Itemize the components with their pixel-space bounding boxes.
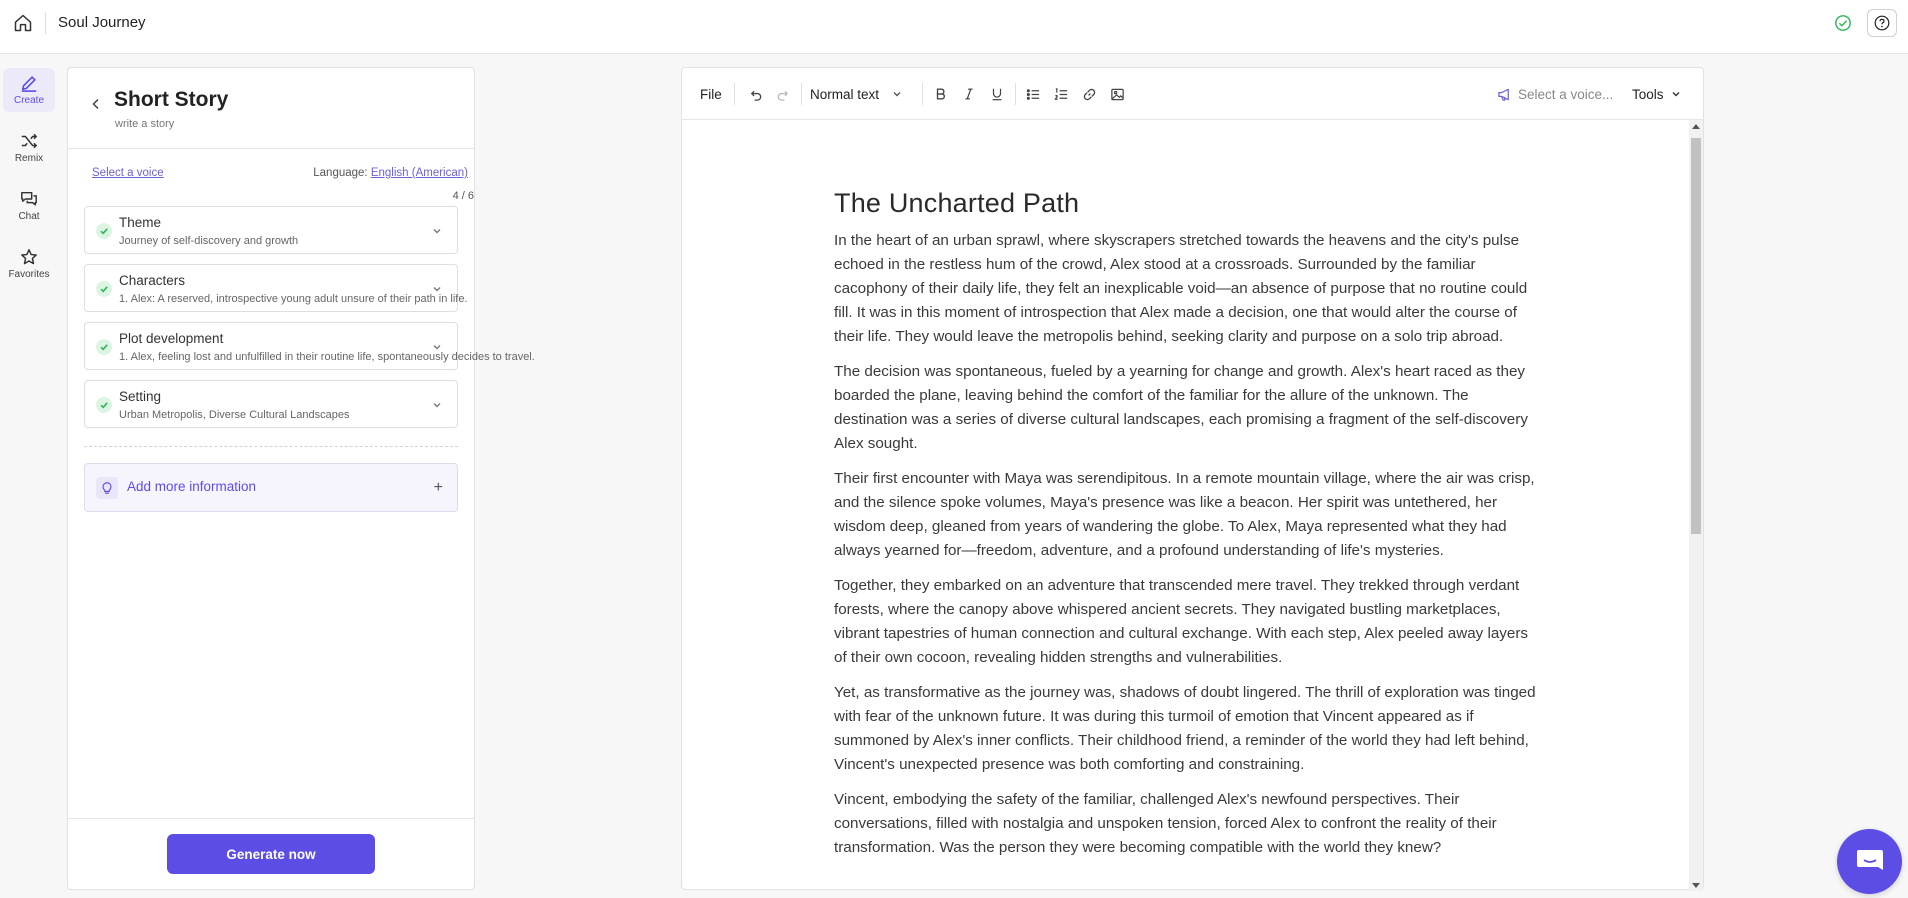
dashed-divider [84, 446, 458, 447]
scroll-down-arrow[interactable] [1692, 883, 1700, 888]
check-icon [96, 281, 112, 297]
generate-now-button[interactable]: Generate now [167, 834, 375, 874]
link-icon [1082, 87, 1097, 102]
rail-label: Remix [14, 153, 44, 164]
underline-button[interactable] [987, 84, 1007, 104]
star-icon [20, 248, 38, 266]
section-characters[interactable] [84, 264, 468, 312]
chevron-down-icon [431, 225, 443, 237]
text-style-value: Normal text [810, 86, 880, 102]
rail-label: Create [13, 95, 44, 106]
section-value: 1. Alex: A reserved, introspective young adult unsure of their path in life. [119, 293, 468, 305]
check-icon [96, 397, 112, 413]
italic-button[interactable] [959, 84, 979, 104]
scrollbar-thumb[interactable] [1691, 138, 1701, 534]
panel-subtitle: write a story [115, 118, 175, 130]
toolbar-divider [1015, 83, 1016, 105]
add-more-label: Add more information [127, 479, 257, 494]
rail-item-favorites[interactable] [3, 242, 55, 286]
help-button[interactable] [1867, 9, 1897, 37]
megaphone-icon [1497, 87, 1512, 102]
lightbulb-icon [96, 477, 118, 499]
redo-icon [776, 87, 791, 102]
story-paragraph[interactable]: In the heart of an urban sprawl, where skyscrapers stretched towards the heavens and the city's pulse echoed in the restless hum of the crowd, Alex stood at a crossroads. Surrounded by the familiar cacophony of their daily life, they felt an inexplicable void—an absence of purpose that no routine could fill. It was in this moment of introspection that Alex made a decision, one that would alter the course of their life. They would leave the metropolis behind, seeking clarity and purpose on a solo trip abroad. [834, 232, 1528, 345]
language-label: Language: [313, 167, 368, 179]
saved-check-icon [1834, 14, 1852, 32]
home-button[interactable] [10, 10, 36, 36]
document-content[interactable] [834, 188, 1544, 871]
story-paragraph[interactable]: Yet, as transformative as the journey was, shadows of doubt lingered. The thrill of exploration was tinged with fear of the unknown future. It was during this turmoil of emotion that Vincent appeared as if summoned by Alex's inner conflicts. Their childhood friend, a reminder of the world they had left behind, Vincent's unexpected presence was both comforting and constraining. [834, 684, 1536, 773]
bullet-list-button[interactable] [1023, 84, 1043, 104]
plus-icon: + [433, 479, 443, 496]
story-paragraph[interactable]: Vincent, embodying the safety of the familiar, challenged Alex's newfound perspectives. Their conversations, filled with nostalgia and unspoken tension, forced Alex to confront the reality of their transformation. Was the person they were becoming compatible with the world they knew? [834, 791, 1497, 856]
section-setting[interactable] [84, 380, 458, 428]
section-plot-development[interactable] [84, 322, 535, 370]
panel-header [68, 68, 474, 149]
section-title: Theme [119, 215, 162, 230]
story-paragraph[interactable]: The decision was spontaneous, fueled by a yearning for change and growth. Alex's heart raced as they boarded the plane, leaving behind the comfort of the familiar for the allure of the unknown. The destination was a series of diverse cultural landscapes, each promising a fragment of the self-discovery Alex sought. [834, 363, 1528, 452]
chevron-down-icon [891, 88, 903, 100]
section-value: Journey of self-discovery and growth [119, 235, 299, 247]
italic-icon [962, 87, 976, 101]
chevron-down-icon [1670, 88, 1682, 100]
chat-bubble-icon [1854, 847, 1886, 877]
section-title: Setting [119, 389, 162, 404]
editor-toolbar [682, 68, 1703, 120]
voice-select-placeholder: Select a voice... [1518, 86, 1614, 102]
toolbar-divider [801, 83, 802, 105]
top-bar [0, 0, 1908, 54]
scroll-up-arrow[interactable] [1692, 124, 1700, 129]
bold-button[interactable] [931, 84, 951, 104]
voice-select-dropdown[interactable] [1497, 84, 1613, 104]
section-value: Urban Metropolis, Diverse Cultural Landscapes [119, 409, 350, 421]
undo-button[interactable] [745, 84, 765, 104]
step-count: 4 / 6 [452, 190, 474, 202]
check-icon [96, 339, 112, 355]
support-chat-button[interactable] [1837, 829, 1902, 894]
toolbar-divider [922, 83, 923, 105]
language-link[interactable]: English (American) [370, 167, 468, 179]
chevron-down-icon [431, 399, 443, 411]
redo-button[interactable] [773, 84, 793, 104]
chevron-down-icon [431, 341, 443, 353]
pencil-icon [20, 74, 38, 92]
story-settings-panel [67, 67, 535, 890]
rail-label: Chat [18, 211, 40, 222]
file-menu[interactable]: File [700, 86, 722, 102]
rail-label: Favorites [8, 269, 50, 280]
rail-item-chat[interactable] [3, 184, 55, 228]
tools-label: Tools [1632, 86, 1664, 102]
image-icon [1110, 87, 1125, 102]
check-icon [96, 223, 112, 239]
link-button[interactable] [1079, 84, 1099, 104]
section-title: Plot development [119, 331, 224, 346]
image-button[interactable] [1107, 84, 1127, 104]
question-circle-icon [1874, 15, 1890, 31]
editor-scrollbar[interactable] [1689, 120, 1703, 891]
section-title: Characters [119, 273, 186, 288]
back-chevron-icon[interactable] [88, 96, 104, 112]
section-value: 1. Alex, feeling lost and unfulfilled in their routine life, spontaneously decides to travel. [119, 351, 535, 363]
undo-icon [748, 87, 763, 102]
rail-item-create[interactable] [3, 68, 55, 112]
shuffle-icon [20, 132, 38, 150]
rail-item-remix[interactable] [3, 126, 55, 170]
text-style-dropdown[interactable] [810, 84, 903, 104]
document-title[interactable]: The Uncharted Path [834, 188, 1080, 218]
underline-icon [990, 87, 1004, 101]
top-divider [45, 12, 46, 34]
story-paragraph[interactable]: Their first encounter with Maya was serendipitous. In a remote mountain village, where the air was crisp, and the silence spoke volumes, Maya's presence was like a beacon. Her spirit was untethered, her wisdom deep, gleaned from years of wandering the globe. To Alex, Maya represented what they had always yearned for—freedom, adventure, and a profound understanding of life's mysteries. [834, 470, 1535, 559]
bullet-list-icon [1026, 87, 1041, 102]
document-editor [681, 67, 1704, 890]
language-setting [313, 167, 468, 179]
chat-icon [20, 190, 38, 208]
numbered-list-button[interactable] [1051, 84, 1071, 104]
add-more-information-button[interactable] [84, 463, 458, 512]
panel-footer [68, 818, 474, 890]
numbered-list-icon [1054, 87, 1069, 102]
story-paragraph[interactable]: Together, they embarked on an adventure that transcended mere travel. They trekked through verdant forests, where the canopy above whispered ancient secrets. They navigated bustling marketplaces, vibrant tapestries of human connection and cultural exchange. With each step, Alex peeled away layers of their own cocoon, revealing hidden strengths and vulnerabilities. [834, 577, 1528, 666]
panel-title: Short Story [114, 88, 229, 111]
section-theme[interactable] [84, 206, 458, 254]
toolbar-divider [734, 83, 735, 105]
bold-icon [934, 87, 948, 101]
left-rail [0, 55, 56, 898]
tools-menu[interactable] [1632, 84, 1682, 104]
home-icon [13, 13, 33, 33]
select-voice-link[interactable]: Select a voice [92, 167, 164, 179]
app-title: Soul Journey [58, 14, 146, 31]
chevron-down-icon [431, 283, 443, 295]
